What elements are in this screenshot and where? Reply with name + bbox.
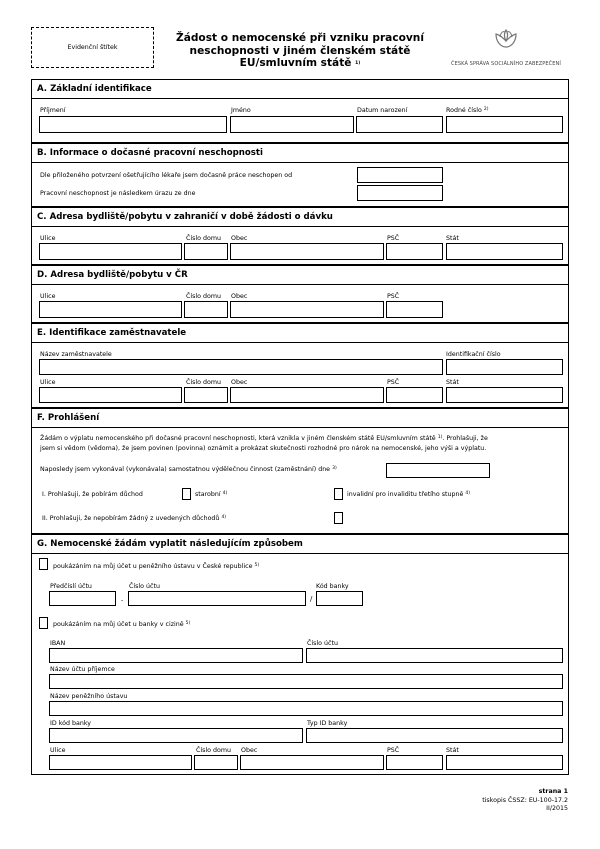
declaration-paragraph-2: jsem si vědom (vědoma), že jsem povinen (povinna) oznámit a prokázat skutečnosti rozhodné pro nárok na nemocenské, jeho výši a výplatu. [40,445,487,452]
g-zip-label: PSČ [387,747,400,754]
iban-label: IBAN [50,640,66,647]
injury-date-input[interactable] [357,185,443,201]
c-house-no-label: Číslo domu [186,235,222,242]
old-age-pension-label: starobní $^{4)}$ [195,491,228,498]
domestic-account-checkbox[interactable] [39,558,48,570]
foreign-account-label: poukázáním na můj účet u banky v cizině $^{5)}$ [53,621,191,628]
c-street-label: Ulice [40,235,56,242]
account-dash: - [121,597,124,604]
birth-number-label: Rodné číslo $^{2)}$ [446,107,489,114]
employer-id-label: Identifikační číslo [446,351,501,358]
injury-date-label: Pracovní neschopnost je následkem úrazu ze dne [40,190,196,197]
d-city-input[interactable] [230,301,384,318]
g-house-no-input[interactable] [194,755,238,770]
section-a-divider [32,98,568,99]
c-street-input[interactable] [39,243,182,260]
section-d [31,265,569,323]
name-input[interactable] [230,116,354,133]
cssz-logo-text: ČESKÁ SPRÁVA SOCIÁLNÍHO ZABEZPEČENÍ [451,61,561,67]
surname-input[interactable] [39,116,227,133]
account-prefix-label: Předčíslí účtu [50,583,92,590]
c-city-label: Obec [231,235,248,242]
e-zip-input[interactable] [386,387,443,403]
section-a [31,79,569,143]
e-street-input[interactable] [39,387,182,403]
bank-name-input[interactable] [49,701,563,716]
page-number: strana 1 [538,788,568,795]
d-street-label: Ulice [40,293,56,300]
no-pension-checkbox[interactable] [334,512,343,524]
declaration-paragraph-1: Žádám o výplatu nemocenského při dočasné pracovní neschopnosti, která vznikla v jiném členském státě EU/smluvním státě $^{1)}$. Prohlašuji, že [40,435,488,442]
bank-id-label: ID kód banky [50,720,91,727]
section-e [31,323,569,408]
form-title [160,32,440,71]
c-state-input[interactable] [446,243,563,260]
section-c-divider [32,226,568,227]
e-city-input[interactable] [230,387,384,403]
d-zip-input[interactable] [386,301,443,318]
section-c [31,207,569,265]
g-zip-input[interactable] [386,755,443,770]
section-d-title: D. Adresa bydliště/pobytu v ČR [37,270,188,280]
section-f-divider [32,427,568,428]
birth-date-input[interactable] [356,116,443,133]
d-house-no-label: Číslo domu [186,293,222,300]
form-title-line3: EU/smluvním státě [239,57,352,69]
e-state-input[interactable] [446,387,563,403]
surname-label: Příjmení [40,107,66,114]
cssz-logo [442,28,570,72]
section-b [31,143,569,207]
birth-number-input[interactable] [446,116,563,133]
bank-code-label: Kód banky [316,583,349,590]
bank-id-input[interactable] [49,728,303,743]
g-street-label: Ulice [50,747,66,754]
c-state-label: Stát [446,235,459,242]
employer-name-input[interactable] [39,359,443,375]
e-zip-label: PSČ [387,379,400,386]
account-holder-input[interactable] [49,674,563,689]
foreign-account-checkbox[interactable] [39,617,48,629]
e-house-no-label: Číslo domu [186,379,222,386]
section-b-title: B. Informace o dočasné pracovní neschopnosti [37,148,263,158]
c-house-no-input[interactable] [184,243,228,260]
employer-id-input[interactable] [446,359,563,375]
disability-pension-label: invalidní pro invaliditu třetího stupně $^{4)}$ [347,491,470,498]
e-state-label: Stát [446,379,459,386]
disability-pension-checkbox[interactable] [334,488,343,500]
employer-name-label: Název zaměstnavatele [40,351,112,358]
registration-stamp-label: Evidenční štítek [67,44,118,51]
c-zip-input[interactable] [386,243,443,260]
form-code: tiskopis ČSSZ: EU-100-17.2 [482,796,568,804]
name-label: Jméno [231,107,251,114]
e-street-label: Ulice [40,379,56,386]
g-state-input[interactable] [446,755,563,770]
form-title-note: 1) [355,61,361,66]
foreign-account-number-label: Číslo účtu [307,640,338,647]
section-g-divider [32,553,568,554]
g-house-no-label: Číslo domu [196,747,232,754]
section-f [31,408,569,534]
d-house-no-input[interactable] [184,301,228,318]
section-g [31,534,569,775]
account-number-input[interactable] [128,591,306,606]
bank-code-input[interactable] [316,591,363,606]
c-city-input[interactable] [230,243,384,260]
page-footer [482,788,568,814]
e-city-label: Obec [231,379,248,386]
last-activity-date-input[interactable] [386,463,490,478]
d-city-label: Obec [231,293,248,300]
cssz-logo-icon [493,28,519,50]
section-f-title: F. Prohlášení [37,413,100,423]
g-city-label: Obec [241,747,258,754]
section-b-divider [32,162,568,163]
form-title-line2: neschopnosti v jiném členském státě [189,44,411,57]
d-street-input[interactable] [39,301,182,318]
section-c-title: C. Adresa bydliště/pobytu v zahraničí v době žádosti o dávku [37,212,333,222]
e-house-no-input[interactable] [184,387,228,403]
bank-name-label: Název peněžního ústavu [50,693,128,700]
domestic-account-label: poukázáním na můj účet u peněžního ústavu v České republice $^{5)}$ [53,563,260,570]
account-holder-label: Název účtu příjemce [50,666,115,673]
form-title-line1: Žádost o nemocenské při vzniku pracovní [176,32,424,44]
last-activity-label: Naposledy jsem vykonával (vykonávala) samostatnou výdělečnou činnost (zaměstnání) dne $^{3)}$ [40,466,337,473]
section-e-divider [32,342,568,343]
account-slash: / [310,595,313,603]
section-d-divider [32,284,568,285]
bank-id-type-label: Typ ID banky [307,720,348,727]
form-edition: II/2015 [546,805,568,812]
g-street-input[interactable] [49,755,192,770]
registration-stamp-box [31,27,154,68]
section-e-title: E. Identifikace zaměstnavatele [37,328,187,338]
g-city-input[interactable] [240,755,384,770]
foreign-account-number-input[interactable] [306,648,563,663]
section-a-title: A. Základní identifikace [37,84,152,94]
account-prefix-input[interactable] [49,591,116,606]
iban-input[interactable] [49,648,303,663]
pension-declaration-label: I. Prohlašuji, že pobírám důchod [42,491,143,498]
d-zip-label: PSČ [387,293,400,300]
no-pension-label: II. Prohlašuji, že nepobírám žádný z uvedených důchodů $^{4)}$ [42,515,227,522]
bank-id-type-input[interactable] [306,728,563,743]
g-state-label: Stát [446,747,459,754]
incapacity-from-input[interactable] [357,167,443,183]
section-g-title: G. Nemocenské žádám vyplatit následujícím způsobem [37,539,303,549]
incapacity-from-label: Dle přiloženého potvrzení ošetřujícího lékaře jsem dočasně práce neschopen od [40,172,293,179]
birth-date-label: Datum narození [357,107,408,114]
c-zip-label: PSČ [387,235,400,242]
account-number-label: Číslo účtu [129,583,160,590]
old-age-pension-checkbox[interactable] [182,488,191,500]
